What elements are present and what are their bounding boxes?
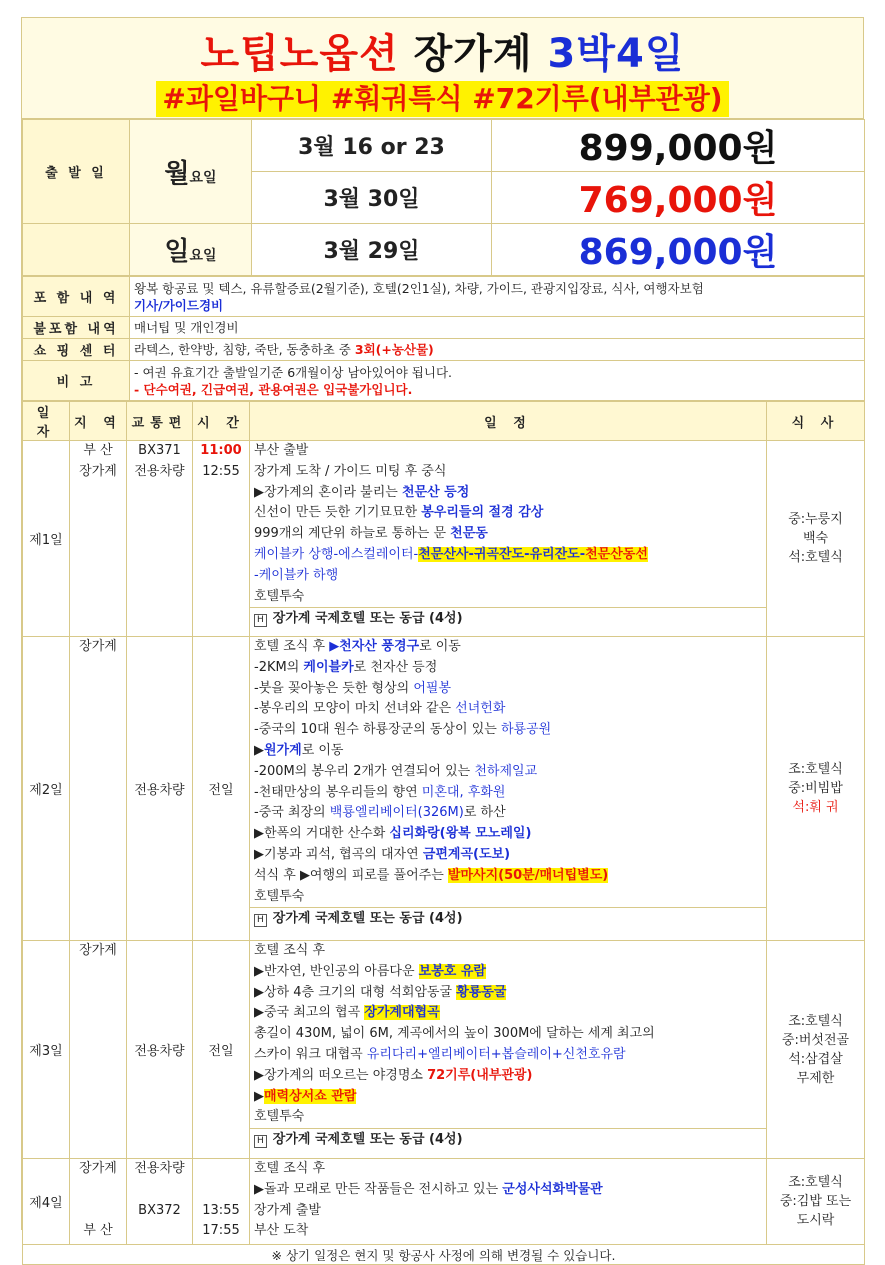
time-cell: 13:55 17:55 <box>193 1159 250 1245</box>
schedule-cell: 부산 출발 장가계 도착 / 가이드 미팅 후 중식 ▶장가계의 혼이라 불리는 천문산 등정 신선이 만든 듯한 기기묘묘한 봉우리들의 절경 감상 999개의 계단위 하늘로 통하는 문 천문동 케이블카 상행-에스컬레이터-천문산사-귀곡잔도-유리잔도-천문산동선 -케이블카 하행 호텔투숙 H 장가계 국제호텔 또는 동급 (4성) <box>250 441 767 637</box>
transport-cell: 전용차량 BX372 <box>127 1159 193 1245</box>
departure-date: 3월 30일 <box>252 172 492 224</box>
page-title <box>22 18 863 79</box>
excluded-label: 불포함 내역 <box>23 317 130 339</box>
time-cell: 전일 <box>193 941 250 1159</box>
shopping-label: 쇼 핑 센 터 <box>23 339 130 361</box>
region-cell: 부 산 장가계 <box>70 441 127 637</box>
schedule-cell: 호텔 조식 후 ▶천자산 풍경구로 이동 -2KM의 케이블카로 천자산 등정 -붓을 꽂아놓은 듯한 형상의 어필봉 -봉우리의 모양이 마치 선녀와 같은 선녀헌화 -중국의 10대 원수 하룡장군의 동상이 있는 하룡공원 ▶원가계로 이동 -200M의 봉우리 2개가 연결되어 있는 천하제일교 -천태만상의 봉우리들의 향연 미혼대, 후화원 -중국 최장의 백룡엘리베이터(326M)로 하산 ▶한폭의 거대한 산수화 십리화랑(왕복 모노레일) ▶기봉과 괴석, 협곡의 대자연 금편계곡(도보) 석식 후 ▶여행의 피로를 풀어주는 발마사지(50분/매너팁별도) 호텔투숙 H 장가계 국제호텔 또는 동급 (4성) <box>250 637 767 941</box>
transport-cell: BX371 전용차량 <box>127 441 193 637</box>
hotel-icon: H <box>254 614 267 627</box>
col-meals: 식 사 <box>767 402 865 441</box>
day-row <box>23 441 865 637</box>
region-cell: 장가계 <box>70 941 127 1159</box>
meal-cell: 중:누룽지 백숙 석:호텔식 <box>767 441 865 637</box>
hotel-icon: H <box>254 914 267 927</box>
shopping-text: 라텍스, 한약방, 침향, 죽탄, 동충하초 중 3회(+농산물) <box>130 339 865 361</box>
hotel-line: H 장가계 국제호텔 또는 동급 (4성) <box>250 607 766 629</box>
region-cell: 장가계 <box>70 637 127 941</box>
col-day: 일 자 <box>23 402 70 441</box>
day-row <box>23 1159 865 1245</box>
excluded-text: 매너팁 및 개인경비 <box>130 317 865 339</box>
day-row <box>23 941 865 1159</box>
weekday-monday: 월요일 <box>130 120 252 224</box>
departure-table <box>22 119 865 276</box>
col-region: 지 역 <box>70 402 127 441</box>
meal-cell: 조:호텔식 중:김밥 또는 도시락 <box>767 1159 865 1245</box>
info-table <box>22 276 865 401</box>
transport-cell: 전용차량 <box>127 637 193 941</box>
hotel-line: H 장가계 국제호텔 또는 동급 (4성) <box>250 907 766 929</box>
footer-note: ※ 상기 일정은 현지 및 항공사 사정에 의해 변경될 수 있습니다. <box>23 1245 865 1265</box>
day-label: 제2일 <box>23 637 70 941</box>
day-label: 제4일 <box>23 1159 70 1245</box>
col-transport: 교통편 <box>127 402 193 441</box>
meal-cell: 조:호텔식 중:비빔밥 석:훠 궈 <box>767 637 865 941</box>
price: 769,000원 <box>492 172 865 224</box>
schedule-cell: 호텔 조식 후 ▶반자연, 반인공의 아름다운 보봉호 유람 ▶상하 4층 크기의 대형 석회암동굴 황룡동굴 ▶중국 최고의 협곡 장가계대협곡 총길이 430M, 넓이 6M, 계곡에서의 높이 300M에 달하는 세계 최고의 스카이 워크 대협곡 유리다리+엘리베이터+봅슬레이+신천호유람 ▶장가계의 떠오르는 야경명소 72기루(내부관광) ▶매력상서쇼 관람 호텔투숙 H 장가계 국제호텔 또는 동급 (4성) <box>250 941 767 1159</box>
departure-label: 출 발 일 <box>23 120 130 224</box>
schedule-cell: 호텔 조식 후 ▶돌과 모래로 만든 작품들은 전시하고 있는 군성사석화박물관 장가계 출발 부산 도착 <box>250 1159 767 1245</box>
time-cell: 11:00 12:55 <box>193 441 250 637</box>
note-text: - 여권 유효기간 출발일기준 6개월이상 남아있어야 됩니다. - 단수여권, 긴급여권, 관용여권은 입국불가입니다. <box>130 361 865 401</box>
note-label: 비 고 <box>23 361 130 401</box>
day-row <box>23 637 865 941</box>
meal-cell: 조:호텔식 중:버섯전골 석:삼겹살 무제한 <box>767 941 865 1159</box>
included-text: 왕복 항공료 및 텍스, 유류할증료(2월기준), 호텔(2인1실), 차량, 가이드, 관광지입장료, 식사, 여행자보험 기사/가이드경비 <box>130 277 865 317</box>
title-destination: 장가계 <box>413 31 533 77</box>
schedule-table <box>22 401 865 1265</box>
price: 869,000원 <box>492 224 865 276</box>
schedule-header-row <box>23 402 865 441</box>
hotel-line: H 장가계 국제호텔 또는 동급 (4성) <box>250 1128 766 1150</box>
itinerary-sheet <box>21 17 864 1263</box>
page-subtitle: #과일바구니 #훠궈특식 #72기루(내부관광) <box>156 81 728 117</box>
title-duration: 3박4일 <box>547 31 685 77</box>
col-schedule: 일 정 <box>250 402 767 441</box>
transport-cell: 전용차량 <box>127 941 193 1159</box>
region-cell: 장가계 부 산 <box>70 1159 127 1245</box>
day-label: 제1일 <box>23 441 70 637</box>
departure-date: 3월 16 or 23 <box>252 120 492 172</box>
day-label: 제3일 <box>23 941 70 1159</box>
weekday-sunday: 일요일 <box>130 224 252 276</box>
departure-date: 3월 29일 <box>252 224 492 276</box>
included-label: 포 함 내 역 <box>23 277 130 317</box>
hotel-icon: H <box>254 1135 267 1148</box>
price: 899,000원 <box>492 120 865 172</box>
header <box>22 18 863 119</box>
col-time: 시 간 <box>193 402 250 441</box>
title-notip: 노팁노옵션 <box>200 31 399 77</box>
time-cell: 전일 <box>193 637 250 941</box>
